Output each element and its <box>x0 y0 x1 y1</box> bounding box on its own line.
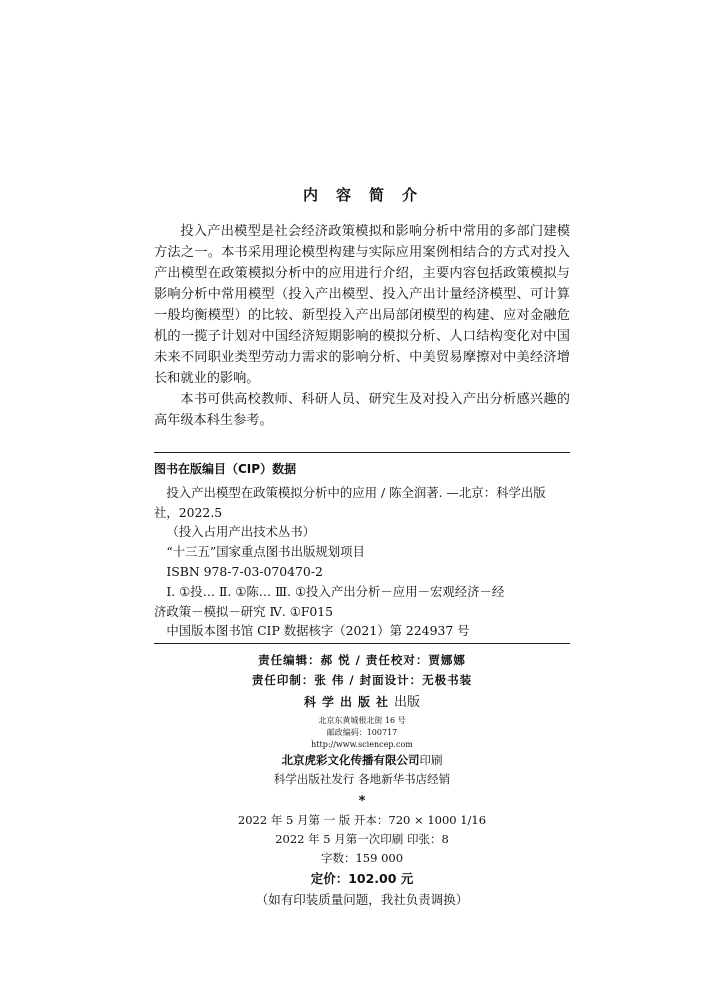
responsible-editors: 责任编辑：郝 悦 / 责任校对：贾娜娜 <box>258 653 466 667</box>
cip-title-line-cont: 社，2022.5 <box>154 504 223 520</box>
summary-body <box>154 221 570 431</box>
responsible-printing: 责任印制：张 伟 / 封面设计：无极书装 <box>251 673 473 687</box>
publisher-name: 科学出版社 <box>303 695 394 709</box>
summary-paragraph-2: 本书可供高校教师、科研人员、研究生及对投入产出分析感兴趣的高年级本科生参考。 <box>154 392 570 428</box>
cip-isbn: ISBN 978-7-03-070470-2 <box>166 563 323 579</box>
quality-notice: （如有印装质量问题，我社负责调换） <box>255 892 469 907</box>
cip-classification-cont: 济政策－模拟－研究 Ⅳ. ①F015 <box>154 603 334 619</box>
word-count: 字数：159 000 <box>320 851 404 865</box>
summary-paragraph-1: 投入产出模型是社会经济政策模拟和影响分析中常用的多部门建模方法之一。本书采用理论模型构建与实际应用案例相结合的方式对投入产出模型在政策模拟分析中的应用进行介绍，主要内容包括政策模拟与影响分析中常用模型（投入产出模型、投入产出计量经济模型、可计算一般均衡模型）的比较、新型投入产出局部闭模型的构建、应对金融危机的一揽子计划对中国经济短期影响的模拟分析、人口结构变化对中国未来不同职业类型劳动力需求的影响分析、中美贸易摩擦对中美经济增长和就业的影响。 <box>154 224 570 386</box>
summary-title: 内容简介 <box>302 186 435 204</box>
cip-project: “十三五”国家重点图书出版规划项目 <box>166 544 365 560</box>
imprint-block <box>154 650 570 910</box>
separator-star: * <box>358 794 366 809</box>
publisher-website: http://www.sciencep.com <box>311 740 413 749</box>
cip-top-rule <box>154 452 570 453</box>
price: 定价：102.00 元 <box>310 871 414 886</box>
printer-name: 北京虎彩文化传播有限公司 <box>281 753 420 767</box>
publisher-line <box>154 690 570 715</box>
cip-check-number: 中国版本图书馆 CIP 数据核字（2021）第 224937 号 <box>166 623 470 639</box>
distribution-line: 科学出版社发行 各地新华书店经销 <box>273 772 451 786</box>
publisher-address: 北京东黄城根北街 16 号 <box>318 716 406 725</box>
cip-title-line: 投入产出模型在政策模拟分析中的应用 / 陈全润著. —北京：科学出版 <box>166 484 546 500</box>
printing-line: 2022 年 5 月第一次印刷 印张：8 <box>275 832 449 846</box>
cip-series: （投入占用产出技术丛书） <box>166 524 316 540</box>
edition-line: 2022 年 5 月第 一 版 开本：720 × 1000 1/16 <box>237 813 487 827</box>
publisher-suffix: 出版 <box>394 695 421 710</box>
printer-line <box>154 751 570 770</box>
printer-suffix: 印刷 <box>419 753 443 767</box>
cip-bottom-rule <box>154 643 570 644</box>
cip-classification: Ⅰ. ①投… Ⅱ. ①陈… Ⅲ. ①投入产出分析－应用－宏观经济－经 <box>166 583 505 599</box>
cip-block <box>154 460 570 641</box>
publisher-postcode: 邮政编码：100717 <box>326 728 398 737</box>
cip-heading: 图书在版编目（CIP）数据 <box>154 462 297 476</box>
